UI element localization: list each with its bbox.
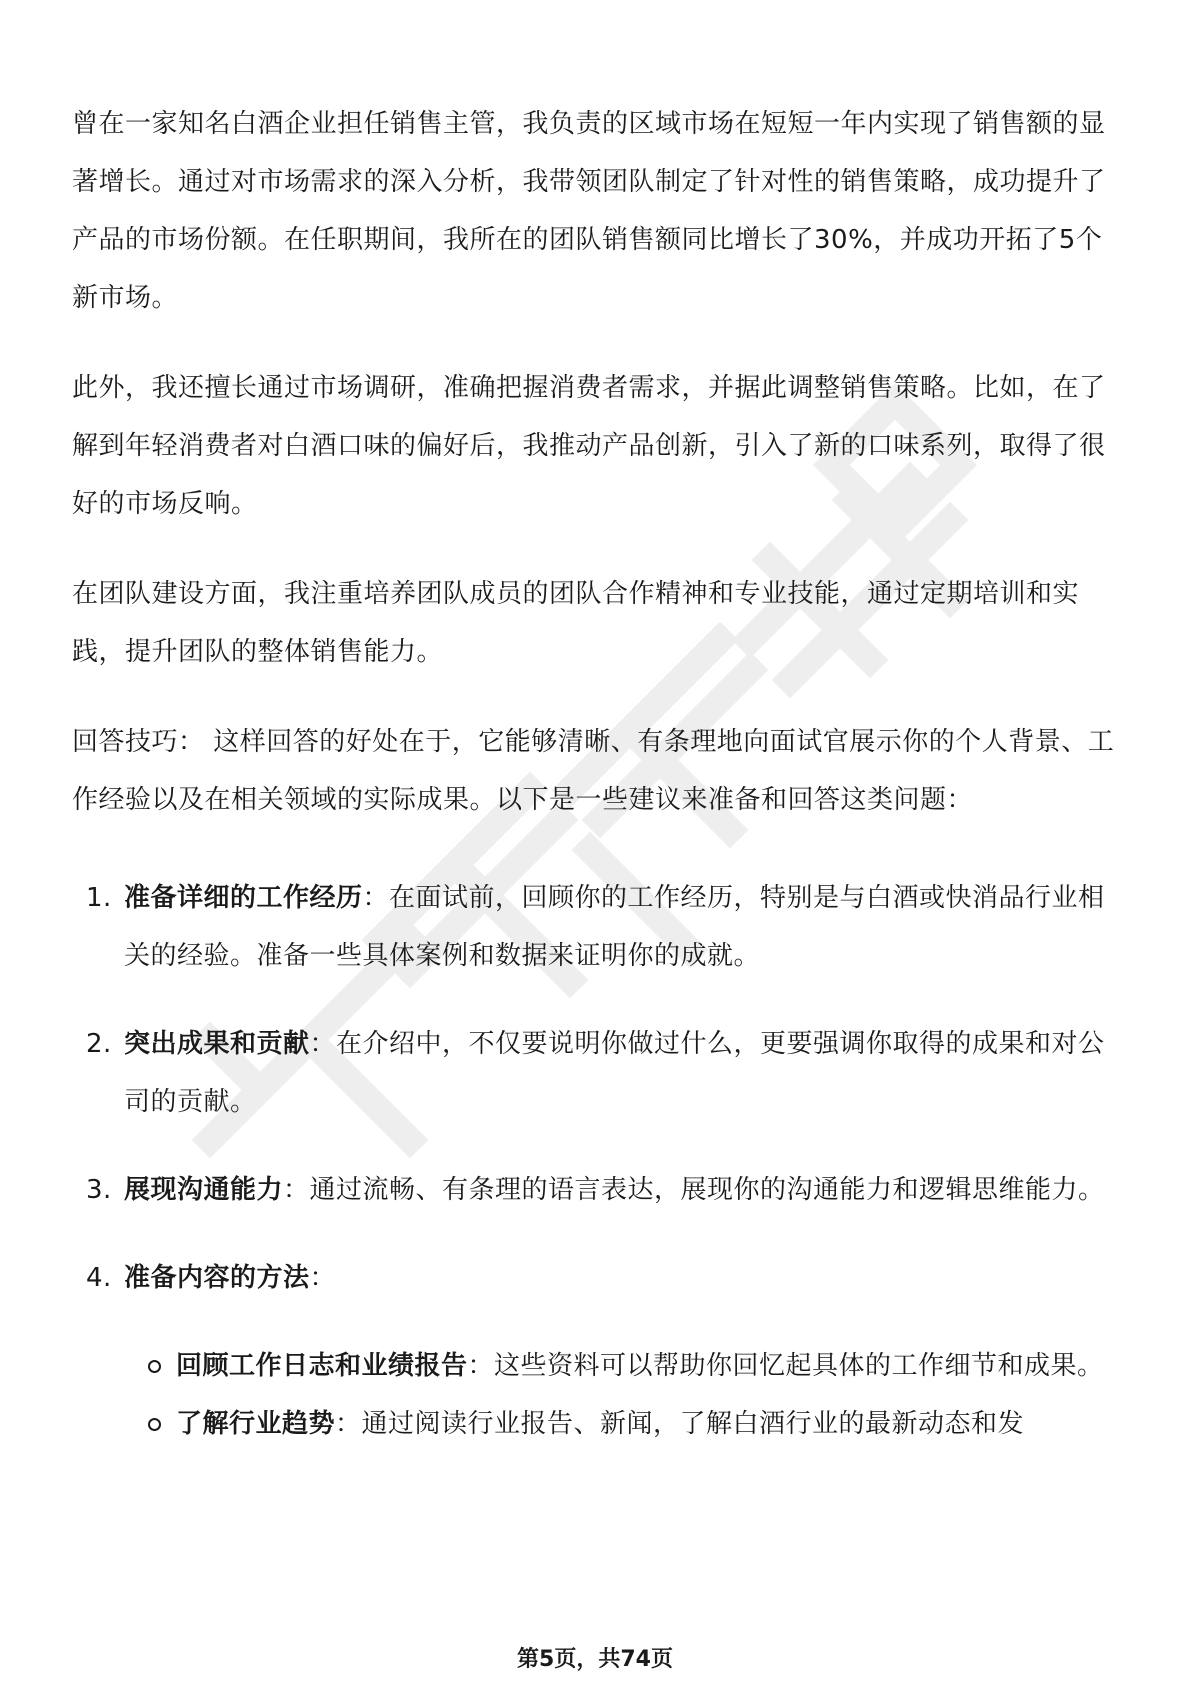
list-item <box>72 1161 1122 1219</box>
list-item-title: 准备详细的工作经历 <box>124 883 363 913</box>
list-item <box>72 1015 1122 1131</box>
sub-list-item <box>124 1395 1122 1453</box>
list-item-text: ：通过流畅、有条理的语言表达，展现你的沟通能力和逻辑思维能力。 <box>283 1175 1105 1205</box>
paragraph-answer-tips: 回答技巧： 这样回答的好处在于，它能够清晰、有条理地向面试官展示你的个人背景、工作经验以及在相关领域的实际成果。以下是一些建议来准备和回答这类问题： <box>72 727 1115 815</box>
circle-bullet-icon <box>148 1360 161 1373</box>
sub-list <box>124 1337 1122 1453</box>
list-item <box>72 1249 1122 1453</box>
list-item-text: ： <box>309 1263 337 1293</box>
sub-item-title: 了解行业趋势 <box>176 1409 336 1439</box>
sub-item-text: ：通过阅读行业报告、新闻，了解白酒行业的最新动态和发 <box>335 1409 1025 1439</box>
paragraph-team-building: 在团队建设方面，我注重培养团队成员的团队合作精神和专业技能，通过定期培训和实践，提升团队的整体销售能力。 <box>72 579 1080 667</box>
list-number: 3. <box>86 1175 112 1205</box>
list-item <box>72 869 1122 985</box>
paragraph-experience: 曾在一家知名白酒企业担任销售主管，我负责的区域市场在短短一年内实现了销售额的显著增长。通过对市场需求的深入分析，我带领团队制定了针对性的销售策略，成功提升了产品的市场份额。在任职期间，我所在的团队销售额同比增长了30%，并成功开拓了5个新市场。 <box>72 109 1106 313</box>
list-item-text: ：在介绍中，不仅要说明你做过什么，更要强调你取得的成果和对公司的贡献。 <box>124 1029 1105 1117</box>
circle-bullet-icon <box>148 1418 161 1431</box>
tips-list <box>72 869 1122 1453</box>
list-number: 4. <box>86 1263 112 1293</box>
list-item-title: 突出成果和贡献 <box>124 1029 310 1059</box>
paragraph-market-research: 此外，我还擅长通过市场调研，准确把握消费者需求，并据此调整销售策略。比如，在了解到年轻消费者对白酒口味的偏好后，我推动产品创新，引入了新的口味系列，取得了很好的市场反响。 <box>72 373 1106 519</box>
list-number: 1. <box>86 883 112 913</box>
page-footer: 第5页，共74页 <box>517 1647 673 1672</box>
sub-item-text: ：这些资料可以帮助你回忆起具体的工作细节和成果。 <box>467 1351 1104 1381</box>
sub-item-title: 回顾工作日志和业绩报告 <box>176 1351 468 1381</box>
sub-list-item <box>124 1337 1122 1395</box>
list-item-text: ：在面试前，回顾你的工作经历，特别是与白酒或快消品行业相关的经验。准备一些具体案例和数据来证明你的成就。 <box>124 883 1105 971</box>
document-body <box>72 95 1122 1483</box>
list-item-title: 准备内容的方法 <box>124 1263 310 1293</box>
list-item-title: 展现沟通能力 <box>124 1175 284 1205</box>
list-number: 2. <box>86 1029 112 1059</box>
